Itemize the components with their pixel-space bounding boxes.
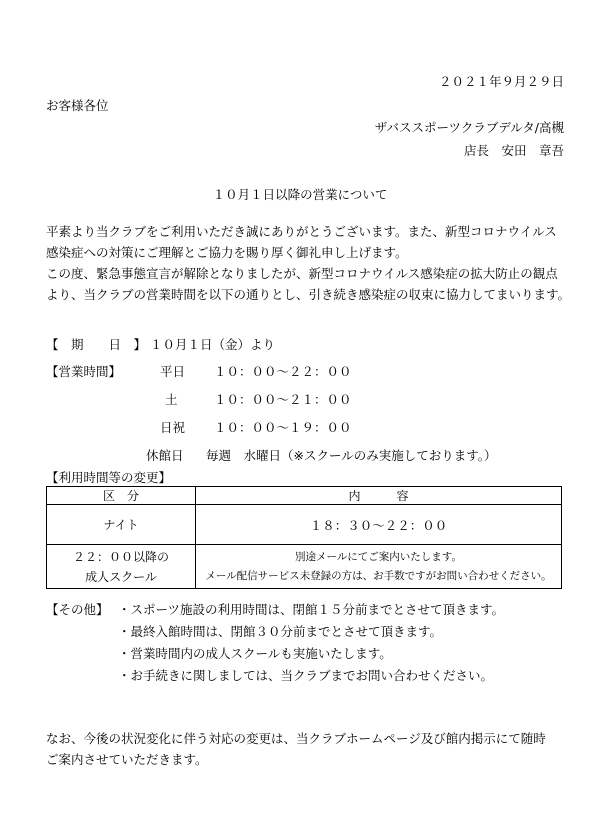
closed-day-value: 毎週 水曜日（※スクールのみ実施しております。） [206, 448, 497, 463]
intro-paragraph [46, 221, 571, 305]
table-header-content: 内 容 [196, 487, 562, 505]
hours-time-holiday: １０：００～１９：００ [214, 420, 352, 435]
category-cell [47, 505, 196, 545]
intro-line: より、当クラブの営業時間を以下の通りとし、引き続き感染症の収束に協力してまいります。 [46, 287, 571, 302]
category-text: ２２：００以降の [72, 549, 169, 564]
intro-line: 平素より当クラブをご利用いただき誠にありがとうございます。また、新型コロナウイルス [46, 224, 557, 239]
table-header-category: 区 分 [47, 487, 196, 505]
hours-day-saturday: 土 [165, 392, 178, 407]
changes-table [46, 486, 562, 589]
others-label: 【その他】 [46, 602, 109, 617]
others-item: ・営業時間内の成人スクールも実施いたします。 [118, 646, 392, 661]
period-value: １０月１日（金）より [150, 337, 276, 352]
intro-line: この度、緊急事態宣言が解除となりましたが、新型コロナウイルス感染症の拡大防止の観点 [46, 266, 558, 281]
hours-day-holiday: 日祝 [160, 420, 186, 435]
hours-label: 【営業時間】 [46, 364, 122, 379]
table-header-row [47, 487, 562, 505]
content-text: 別途メールにてご案内いたします。 [295, 550, 462, 563]
page-title: １０月１日以降の営業について [212, 187, 388, 202]
closing-line: ご案内させていただきます。 [46, 752, 208, 767]
changes-label: 【利用時間等の変更】 [46, 470, 172, 485]
content-cell [196, 545, 562, 589]
period-label: 【 期 日 】 [46, 337, 147, 352]
hours-day-weekday: 平日 [160, 364, 186, 379]
closing-line: なお、今後の状況変化に伴う対応の変更は、当クラブホームページ及び館内掲示にて随時 [46, 731, 546, 746]
table-row [47, 505, 562, 545]
others-item: ・お手続きに関しましては、当クラブまでお問い合わせください。 [118, 668, 494, 683]
intro-line: 感染症への対策にご理解とご協力を賜り厚く御礼申し上げます。 [46, 245, 408, 260]
category-text: 成人スクール [85, 569, 157, 584]
category-text: ナイト [103, 518, 139, 532]
recipient: お客様各位 [46, 98, 109, 113]
category-cell [47, 545, 196, 589]
others-item: ・スポーツ施設の利用時間は、閉館１５分前までとさせて頂きます。 [118, 602, 505, 617]
closing-paragraph [46, 728, 566, 770]
hours-time-weekday: １０：００～２２：００ [214, 364, 352, 379]
content-text: メール配信サービス未登録の方は、お手数ですがお問い合わせください。 [205, 569, 552, 582]
hours-time-saturday: １０：００～２１：００ [214, 392, 352, 407]
sender-person: 店長 安田 章吾 [463, 143, 564, 158]
content-cell [196, 505, 562, 545]
closed-day-label: 休館日 [146, 448, 184, 463]
date: ２０２１年９月２９日 [438, 74, 564, 89]
sender-org: ザバススポーツクラブデルタ/高槻 [374, 120, 564, 135]
others-item: ・最終入館時間は、閉館３０分前までとさせて頂きます。 [118, 624, 443, 639]
table-row [47, 545, 562, 589]
content-text: １８：３０～２２：００ [309, 517, 448, 533]
